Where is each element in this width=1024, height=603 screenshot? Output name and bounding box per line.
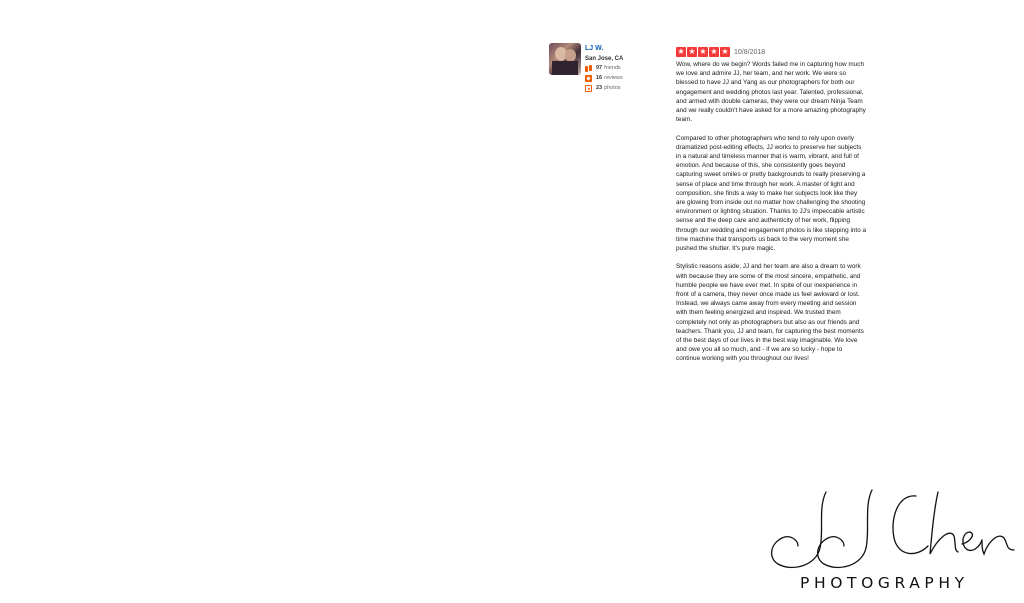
star-icon: ★ [699, 47, 707, 56]
friends-stat [585, 64, 675, 73]
photos-count: 23 [596, 85, 603, 91]
review-paragraph: Compared to other photographers who tend to rely upon overly dramatized post-editing effects, JJ works to preserve her subjects in a natural and timeless manner that is warm, vibrant, and full of emotion. And because of this, she consistently goes beyond capturing sweet smiles or pretty backgrounds to really preserving a sense of place and time through her work. A master of light and composition, she finds a way to make her subjects look like they are glowing from inside out no matter how challenging the shooting environment or lighting situation. Thanks to JJ's impeccable artistic sense and the deep care and authenticity of her work, flipping through our wedding and engagement photos is like stepping into a time machine that transports us back to the very moment she pushed the shutter. It's pure magic. [676, 134, 867, 253]
review-paragraph: Stylistic reasons aside, JJ and her team are also a dream to work with because they are some of the most sincere, empathetic, and humble people we have ever met. In spite of our inexperience in front of a camera, they never once made us feel awkward or lost. Instead, we always came away from every meeting and session with them feeling energized and inspired. We trusted them completely not only as photographers but also as our friends and teachers. Thank you, JJ and team, for capturing the best moments of the best days of our lives in the best way imaginable. We love and owe you all so much, and - if we are so lucky - hope to continue working with you throughout our lives! [676, 263, 864, 363]
signature-script-logo [768, 488, 1018, 574]
star-icon: ★ [721, 47, 729, 56]
photos-stat [585, 84, 675, 93]
review-date: 10/8/2018 [734, 48, 766, 56]
user-name-link[interactable]: LJ W. [585, 45, 604, 52]
friends-label: friends [604, 65, 621, 71]
jj-chen-photography-logo [768, 488, 1018, 594]
photos-label: photos [604, 85, 621, 91]
reviews-label: reviews [604, 75, 623, 81]
user-location: San Jose, CA [585, 56, 624, 62]
friends-icon [585, 65, 592, 72]
review-body [676, 60, 868, 373]
friends-count: 97 [596, 65, 603, 71]
user-info [585, 44, 675, 93]
logo-subtitle: PHOTOGRAPHY [800, 574, 969, 592]
reviews-stat [585, 74, 675, 83]
camera-icon [585, 85, 592, 92]
star-icon: ★ [688, 47, 696, 56]
user-avatar[interactable] [549, 43, 581, 75]
review-star-icon [585, 75, 592, 82]
star-icon: ★ [677, 47, 685, 56]
review-rating [676, 47, 765, 57]
reviews-count: 16 [596, 75, 603, 81]
star-icon: ★ [710, 47, 718, 56]
review-paragraph: Wow, where do we begin? Words failed me in capturing how much we love and admire JJ, her team, and her work. We were so blessed to have JJ and Yang as our photographers for both our engagement and wedding photos last year. Talented, professional, and armed with double cameras, they were our dream Ninja Team and we really couldn't have asked for a more amazing photography team. [676, 61, 866, 124]
